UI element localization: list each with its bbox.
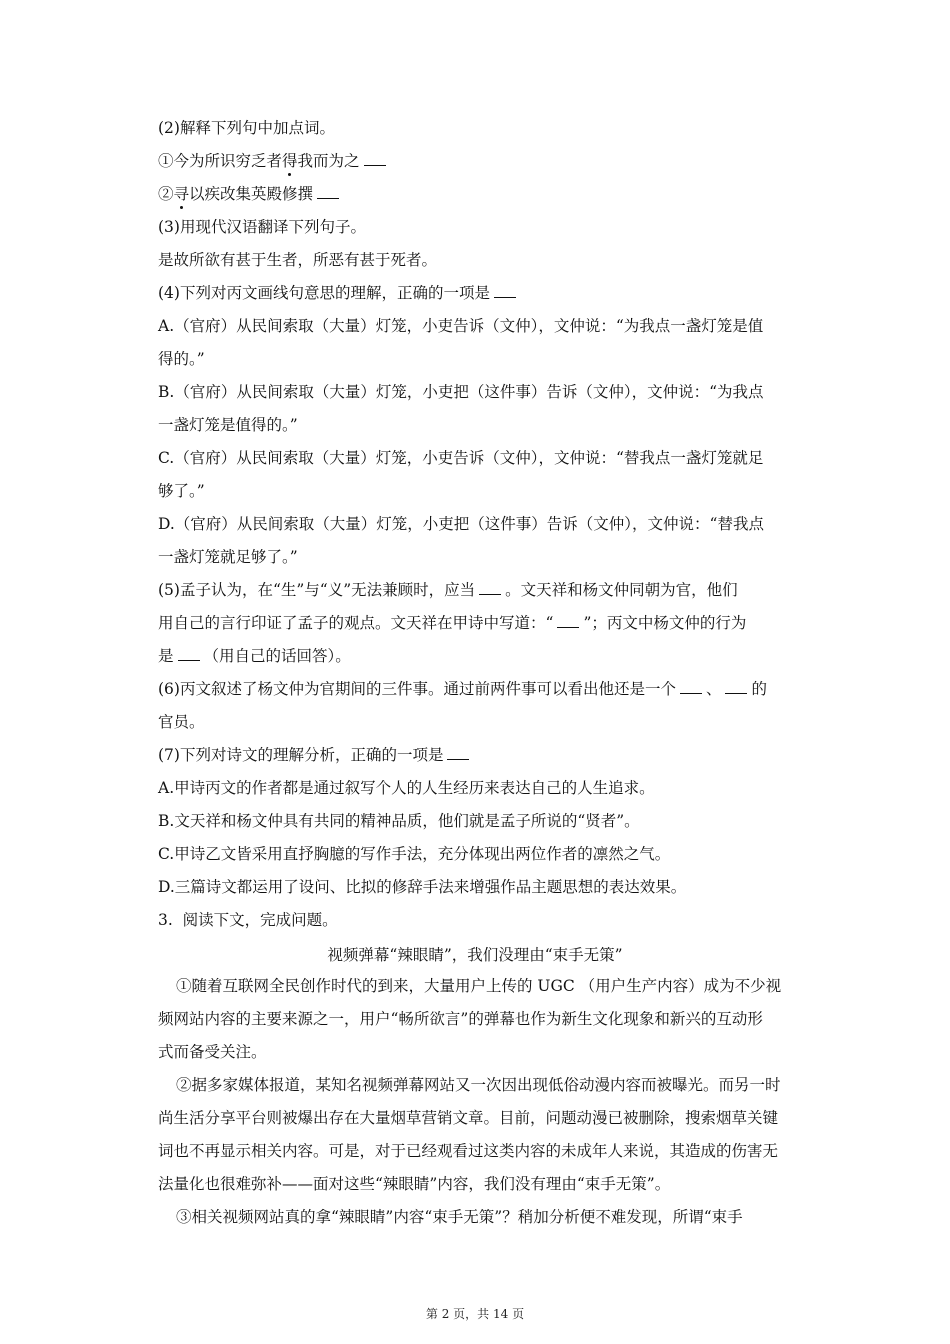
paragraph-2-line-4: 法量化也很难弥补——面对这些“辣眼睛”内容，我们没有理由“束手无策”。 bbox=[158, 1175, 671, 1193]
article-title: 视频弹幕“辣眼睛”，我们没理由“束手无策” bbox=[327, 946, 623, 964]
q7-option-b: B.文天祥和杨文仲具有共同的精神品质，他们就是孟子所说的“贤者”。 bbox=[158, 812, 640, 830]
q5-line-3: 是 （用自己的话回答）。 bbox=[158, 647, 351, 665]
q7-option-d: D.三篇诗文都运用了设问、比拟的修辞手法来增强作品主题思想的表达效果。 bbox=[158, 878, 687, 896]
q6-line-1: (6)丙文叙述了杨文仲为官期间的三件事。通过前两件事可以看出他还是一个 、 的 bbox=[158, 680, 767, 698]
q4-option-b: B.（官府）从民间索取（大量）灯笼，小吏把（这件事）告诉（文仲），文仲说：“为我点 bbox=[158, 383, 764, 401]
q6-line-2: 官员。 bbox=[158, 713, 205, 731]
answer-blank[interactable] bbox=[725, 679, 747, 694]
q4-option-b-cont: 一盏灯笼是值得的。” bbox=[158, 416, 298, 434]
q4-option-d-cont: 一盏灯笼就足够了。” bbox=[158, 548, 298, 566]
answer-blank[interactable] bbox=[364, 151, 386, 166]
q4-option-c: C.（官府）从民间索取（大量）灯笼，小吏告诉（文仲），文仲说：“替我点一盏灯笼就足 bbox=[158, 449, 764, 467]
q4-title: (4)下列对丙文画线句意思的理解，正确的一项是 bbox=[158, 283, 520, 303]
q4-option-a: A.（官府）从民间索取（大量）灯笼，小吏告诉（文仲），文仲说：“为我点一盏灯笼是值 bbox=[158, 317, 764, 335]
page-footer: 第 2 页，共 14 页 bbox=[425, 1307, 525, 1321]
answer-blank[interactable] bbox=[680, 679, 702, 694]
q7-option-c: C.甲诗乙文皆采用直抒胸臆的写作手法，充分体现出两位作者的凛然之气。 bbox=[158, 845, 671, 863]
answer-blank[interactable] bbox=[557, 613, 579, 628]
paragraph-1-line-3: 式而备受关注。 bbox=[158, 1043, 267, 1061]
q2-item-1: ①今为所识穷乏者得我而为之 bbox=[158, 151, 390, 171]
answer-blank[interactable] bbox=[479, 580, 501, 595]
q2-title: (2)解释下列句中加点词。 bbox=[158, 119, 335, 137]
q7-title: (7)下列对诗文的理解分析，正确的一项是 bbox=[158, 745, 473, 765]
q7-option-a: A.甲诗丙文的作者都是通过叙写个人的人生经历来表达自己的人生追求。 bbox=[158, 779, 655, 797]
answer-blank[interactable] bbox=[494, 283, 516, 298]
paragraph-2-line-3: 词也不再显示相关内容。可是，对于已经观看过这类内容的未成年人来说，其造成的伤害无 bbox=[158, 1142, 779, 1160]
q4-option-c-cont: 够了。” bbox=[158, 482, 205, 500]
q3-sentence: 是故所欲有甚于生者，所恶有甚于死者。 bbox=[158, 251, 438, 269]
section-number: 3. bbox=[158, 911, 173, 929]
paragraph-2-line-1: ②据多家媒体报道，某知名视频弹幕网站又一次因出现低俗动漫内容而被曝光。而另一时 bbox=[176, 1076, 781, 1094]
answer-blank[interactable] bbox=[178, 646, 200, 661]
q5-line-2: 用自己的言行印证了孟子的观点。文天祥在甲诗中写道：“ ”；丙文中杨文仲的行为 bbox=[158, 614, 747, 632]
q5-line-1: (5)孟子认为，在“生”与“义”无法兼顾时，应当 。文天祥和杨文仲同朝为官，他们 bbox=[158, 581, 738, 599]
q4-option-a-cont: 得的。” bbox=[158, 350, 205, 368]
paragraph-1-line-1: ①随着互联网全民创作时代的到来，大量用户上传的 UGC （用户生产内容）成为不少视 bbox=[176, 977, 782, 995]
answer-blank[interactable] bbox=[317, 184, 339, 199]
emphasis-dot-char: 寻 bbox=[173, 185, 190, 203]
section-3-instruction: 3. 阅读下文，完成问题。 bbox=[158, 911, 338, 929]
paragraph-1-line-2: 频网站内容的主要来源之一，用户“畅所欲言”的弹幕也作为新生文化现象和新兴的互动形 bbox=[158, 1010, 763, 1028]
q4-option-d: D.（官府）从民间索取（大量）灯笼，小吏把（这件事）告诉（文仲），文仲说：“替我点 bbox=[158, 515, 764, 533]
answer-blank[interactable] bbox=[447, 745, 469, 760]
paragraph-3-line-1: ③相关视频网站真的拿“辣眼睛”内容“束手无策”？稍加分析便不难发现，所谓“束手 bbox=[176, 1208, 743, 1226]
q2-item-2: ②寻以疾改集英殿修撰 bbox=[158, 184, 343, 204]
paragraph-2-line-2: 尚生活分享平台则被爆出存在大量烟草营销文章。目前，问题动漫已被删除，搜索烟草关键 bbox=[158, 1109, 779, 1127]
q3-title: (3)用现代汉语翻译下列句子。 bbox=[158, 218, 366, 236]
emphasis-dot-char: 得 bbox=[282, 152, 298, 170]
